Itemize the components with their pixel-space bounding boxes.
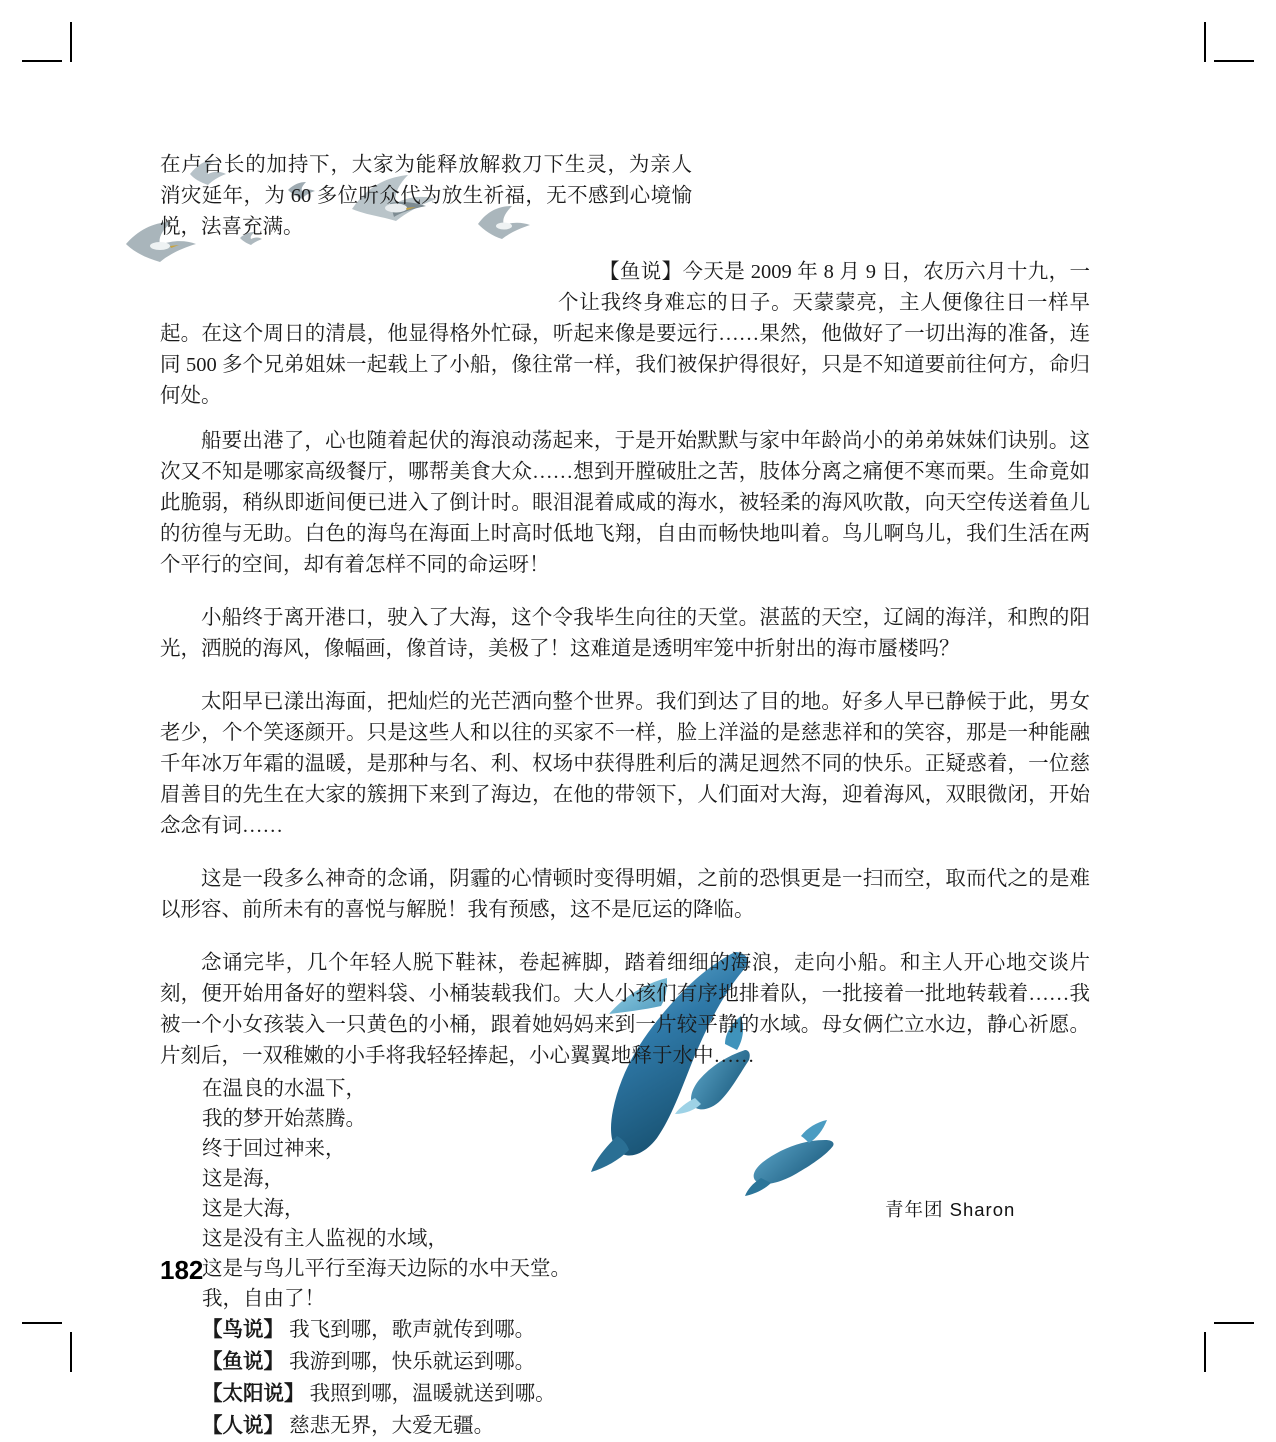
article-body	[160, 150, 1090, 1442]
crop-mark-top-right	[1194, 22, 1254, 82]
speech-text-sun: 我照到哪，温暖就送到哪。	[309, 1383, 556, 1405]
poem-line-1: 在温良的水温下，	[202, 1078, 366, 1100]
paragraph-7: 念诵完毕，几个年轻人脱下鞋袜，卷起裤脚，踏着细细的海浪，走向小船。和主人开心地交谈片刻，便开始用备好的塑料袋、小桶装载我们。大人小孩们有序地排着队，一批接着一批地转载着……我被一个小女孩装入一只黄色的小桶，跟着她妈妈来到一片较平静的水域。母女俩伫立水边，静心祈愿。片刻后，一双稚嫩的小手将我轻轻捧起，小心翼翼地释于水中……	[160, 952, 1090, 1067]
crop-mark-top-left	[22, 22, 82, 82]
paragraph-6: 这是一段多么神奇的念诵，阴霾的心情顿时变得明媚，之前的恐惧更是一扫而空，取而代之的是难以形容、前所未有的喜悦与解脱！我有预感，这不是厄运的降临。	[160, 868, 1090, 921]
crop-mark-bottom-right	[1194, 1312, 1254, 1372]
speech-item-person	[202, 1410, 1090, 1442]
paragraph-3: 船要出港了，心也随着起伏的海浪动荡起来，于是开始默默与家中年龄尚小的弟弟妹妹们诀别。这次又不知是哪家高级餐厅，哪帮美食大众……想到开膛破肚之苦，肢体分离之痛便不寒而栗。生命竟如此脆弱，稍纵即逝间便已进入了倒计时。眼泪混着咸咸的海水，被轻柔的海风吹散，向天空传送着鱼儿的彷徨与无助。白色的海鸟在海面上时高时低地飞翔，自由而畅快地叫着。鸟儿啊鸟儿，我们生活在两个平行的空间，却有着怎样不同的命运呀！	[160, 430, 1090, 576]
page-number: 182	[160, 1255, 204, 1285]
poem-line-2: 我的梦开始蒸腾。	[202, 1108, 366, 1130]
paragraph-4: 小船终于离开港口，驶入了大海，这个令我毕生向往的天堂。湛蓝的天空，辽阔的海洋，和煦的阳光，洒脱的海风，像幅画，像首诗，美极了！这难道是透明牢笼中折射出的海市蜃楼吗？	[160, 607, 1090, 660]
speech-speaker-sun: 【太阳说】	[202, 1383, 305, 1405]
poem-line-4: 这是海，	[202, 1168, 284, 1190]
speech-speaker-person: 【人说】	[202, 1415, 284, 1437]
speech-item-bird	[202, 1314, 1090, 1346]
poem-line-6: 这是没有主人监视的水域，	[202, 1228, 448, 1250]
poem-line-3: 终于回过神来，	[202, 1138, 346, 1160]
speech-item-fish	[202, 1346, 1090, 1378]
speech-text-fish: 我游到哪，快乐就运到哪。	[289, 1351, 536, 1373]
paragraph-2	[160, 257, 1090, 412]
speech-speaker-fish: 【鱼说】	[202, 1351, 284, 1373]
speech-text-person: 慈悲无界，大爱无疆。	[289, 1415, 495, 1437]
poem-line-5: 这是大海，	[202, 1198, 305, 1220]
speech-item-sun	[202, 1378, 1090, 1410]
poem-line-7: 这是与鸟儿平行至海天边际的水中天堂。	[202, 1258, 571, 1280]
author-signature: 青年团 Sharon	[885, 1199, 1016, 1220]
text-wrap-spacer	[160, 257, 558, 319]
speech-speaker-bird: 【鸟说】	[202, 1319, 284, 1341]
paragraph-1: 在卢台长的加持下，大家为能释放解救刀下生灵，为亲人消灾延年，为 60 多位听众代为放生祈福，无不感到心境愉悦，法喜充满。	[160, 154, 692, 238]
poem-block	[202, 1074, 1090, 1314]
paragraph-2-text: 【鱼说】今天是 2009 年 8 月 9 日，农历六月十九，一个让我终身难忘的日子。天蒙蒙亮，主人便像往日一样早起。在这个周日的清晨，他显得格外忙碌，听起来像是要远行……果然，他做好了一切出海的准备，连同 500 多个兄弟姐妹一起载上了小船，像往常一样，我们被保护得很好，只是不知道要前往何方，命归何处。	[160, 261, 1090, 407]
poem-line-8: 我，自由了！	[202, 1288, 325, 1310]
speech-text-bird: 我飞到哪，歌声就传到哪。	[289, 1319, 536, 1341]
speech-list	[202, 1314, 1090, 1442]
crop-mark-bottom-left	[22, 1312, 82, 1372]
paragraph-5: 太阳早已漾出海面，把灿烂的光芒洒向整个世界。我们到达了目的地。好多人早已静候于此，男女老少，个个笑逐颜开。只是这些人和以往的买家不一样，脸上洋溢的是慈悲祥和的笑容，那是一种能融千年冰万年霜的温暖，是那种与名、利、权场中获得胜利后的满足迥然不同的快乐。正疑惑着，一位慈眉善目的先生在大家的簇拥下来到了海边，在他的带领下，人们面对大海，迎着海风，双眼微闭，开始念念有词……	[160, 691, 1090, 837]
